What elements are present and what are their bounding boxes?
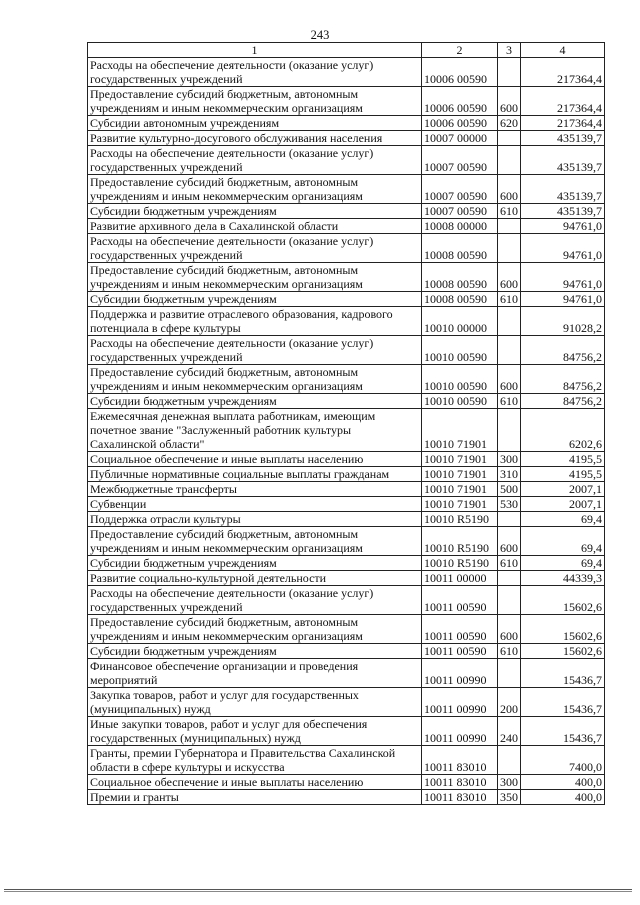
row-amount: 15436,7 (521, 659, 605, 688)
row-name: Расходы на обеспечение деятельности (оказание услуг) государственных учреждений (88, 146, 422, 175)
row-expense-type: 350 (498, 790, 521, 805)
row-code: 10010 00590 (422, 365, 498, 394)
row-name: Развитие социально-культурной деятельности (88, 571, 422, 586)
row-expense-type (498, 746, 521, 775)
row-code: 10011 83010 (422, 746, 498, 775)
table-row (88, 571, 605, 586)
row-amount: 15602,6 (521, 644, 605, 659)
row-code: 10011 00590 (422, 644, 498, 659)
row-name: Поддержка и развитие отраслевого образования, кадрового потенциала в сфере культуры (88, 307, 422, 336)
row-expense-type (498, 571, 521, 586)
table-row (88, 365, 605, 394)
table-row (88, 131, 605, 146)
row-code: 10011 00590 (422, 615, 498, 644)
table-row (88, 790, 605, 805)
row-name: Расходы на обеспечение деятельности (оказание услуг) государственных учреждений (88, 58, 422, 87)
row-name: Иные закупки товаров, работ и услуг для обеспечения государственных (муниципальных) нужд (88, 717, 422, 746)
row-code: 10007 00590 (422, 204, 498, 219)
row-name: Развитие архивного дела в Сахалинской области (88, 219, 422, 234)
row-expense-type (498, 146, 521, 175)
table-row (88, 644, 605, 659)
row-expense-type: 610 (498, 204, 521, 219)
header-col-2: 2 (422, 43, 498, 58)
row-name: Ежемесячная денежная выплата работникам, имеющим почетное звание "Заслуженный работник культуры Сахалинской области" (88, 409, 422, 452)
row-amount: 69,4 (521, 527, 605, 556)
row-code: 10010 R5190 (422, 512, 498, 527)
row-name: Публичные нормативные социальные выплаты гражданам (88, 467, 422, 482)
bottom-divider (4, 889, 632, 892)
row-code: 10011 00990 (422, 688, 498, 717)
row-amount: 94761,0 (521, 263, 605, 292)
table-row (88, 116, 605, 131)
row-expense-type (498, 131, 521, 146)
row-code: 10010 00590 (422, 336, 498, 365)
row-name: Субсидии автономным учреждениям (88, 116, 422, 131)
row-code: 10010 71901 (422, 482, 498, 497)
row-amount: 400,0 (521, 775, 605, 790)
row-amount: 94761,0 (521, 292, 605, 307)
row-amount: 69,4 (521, 512, 605, 527)
row-expense-type (498, 307, 521, 336)
row-name: Финансовое обеспечение организации и проведения мероприятий (88, 659, 422, 688)
row-code: 10011 00990 (422, 659, 498, 688)
table-row (88, 688, 605, 717)
row-expense-type: 600 (498, 263, 521, 292)
table-row (88, 204, 605, 219)
row-amount: 94761,0 (521, 219, 605, 234)
table-row (88, 482, 605, 497)
row-name: Поддержка отрасли культуры (88, 512, 422, 527)
row-amount: 6202,6 (521, 409, 605, 452)
row-name: Предоставление субсидий бюджетным, автономным учреждениям и иным некоммерческим организациям (88, 365, 422, 394)
row-code: 10008 00590 (422, 234, 498, 263)
row-name: Предоставление субсидий бюджетным, автономным учреждениям и иным некоммерческим организациям (88, 615, 422, 644)
row-code: 10010 71901 (422, 467, 498, 482)
table-row (88, 146, 605, 175)
table-row (88, 512, 605, 527)
row-name: Субсидии бюджетным учреждениям (88, 556, 422, 571)
row-amount: 4195,5 (521, 467, 605, 482)
row-amount: 435139,7 (521, 131, 605, 146)
table-row (88, 497, 605, 512)
row-expense-type: 500 (498, 482, 521, 497)
row-amount: 435139,7 (521, 175, 605, 204)
table-row (88, 615, 605, 644)
table-row (88, 586, 605, 615)
table-header-row (88, 43, 605, 58)
header-col-4: 4 (521, 43, 605, 58)
row-code: 10007 00590 (422, 175, 498, 204)
row-amount: 69,4 (521, 556, 605, 571)
row-name: Субсидии бюджетным учреждениям (88, 292, 422, 307)
row-code: 10011 00590 (422, 586, 498, 615)
row-expense-type: 610 (498, 644, 521, 659)
row-code: 10008 00590 (422, 263, 498, 292)
row-expense-type: 300 (498, 452, 521, 467)
row-expense-type (498, 659, 521, 688)
row-code: 10011 83010 (422, 790, 498, 805)
row-code: 10007 00590 (422, 146, 498, 175)
row-name: Расходы на обеспечение деятельности (оказание услуг) государственных учреждений (88, 234, 422, 263)
row-name: Расходы на обеспечение деятельности (оказание услуг) государственных учреждений (88, 336, 422, 365)
table-body (88, 58, 605, 805)
table-row (88, 467, 605, 482)
row-expense-type: 610 (498, 394, 521, 409)
row-name: Предоставление субсидий бюджетным, автономным учреждениям и иным некоммерческим организациям (88, 87, 422, 116)
row-name: Субсидии бюджетным учреждениям (88, 644, 422, 659)
row-expense-type: 600 (498, 527, 521, 556)
row-name: Социальное обеспечение и иные выплаты населению (88, 775, 422, 790)
row-expense-type: 600 (498, 615, 521, 644)
row-expense-type (498, 58, 521, 87)
row-amount: 44339,3 (521, 571, 605, 586)
row-name: Закупка товаров, работ и услуг для государственных (муниципальных) нужд (88, 688, 422, 717)
table-row (88, 775, 605, 790)
row-code: 10006 00590 (422, 87, 498, 116)
table-row (88, 307, 605, 336)
row-expense-type: 600 (498, 365, 521, 394)
table-row (88, 746, 605, 775)
table-row (88, 409, 605, 452)
row-code: 10010 00000 (422, 307, 498, 336)
row-amount: 91028,2 (521, 307, 605, 336)
table-row (88, 219, 605, 234)
row-code: 10007 00000 (422, 131, 498, 146)
row-amount: 4195,5 (521, 452, 605, 467)
row-code: 10010 71901 (422, 452, 498, 467)
table-row (88, 556, 605, 571)
row-amount: 217364,4 (521, 58, 605, 87)
row-code: 10010 71901 (422, 497, 498, 512)
table-row (88, 234, 605, 263)
row-code: 10008 00590 (422, 292, 498, 307)
row-amount: 84756,2 (521, 336, 605, 365)
row-name: Гранты, премии Губернатора и Правительства Сахалинской области в сфере культуры и искусства (88, 746, 422, 775)
row-expense-type: 300 (498, 775, 521, 790)
row-amount: 15602,6 (521, 615, 605, 644)
row-name: Расходы на обеспечение деятельности (оказание услуг) государственных учреждений (88, 586, 422, 615)
row-code: 10011 83010 (422, 775, 498, 790)
row-amount: 435139,7 (521, 146, 605, 175)
row-code: 10011 00000 (422, 571, 498, 586)
row-name: Премии и гранты (88, 790, 422, 805)
row-code: 10010 R5190 (422, 527, 498, 556)
row-code: 10010 R5190 (422, 556, 498, 571)
row-name: Развитие культурно-досугового обслуживания населения (88, 131, 422, 146)
row-expense-type (498, 336, 521, 365)
row-expense-type: 200 (498, 688, 521, 717)
table-row (88, 263, 605, 292)
row-expense-type: 530 (498, 497, 521, 512)
row-expense-type (498, 586, 521, 615)
row-amount: 2007,1 (521, 482, 605, 497)
row-expense-type: 600 (498, 87, 521, 116)
table-row (88, 527, 605, 556)
row-name: Субвенции (88, 497, 422, 512)
row-amount: 15436,7 (521, 688, 605, 717)
row-expense-type: 240 (498, 717, 521, 746)
row-amount: 435139,7 (521, 204, 605, 219)
table-row (88, 717, 605, 746)
page-number: 243 (310, 28, 330, 42)
row-code: 10010 00590 (422, 394, 498, 409)
row-expense-type: 610 (498, 292, 521, 307)
row-amount: 84756,2 (521, 394, 605, 409)
row-amount: 217364,4 (521, 116, 605, 131)
table-row (88, 336, 605, 365)
row-amount: 84756,2 (521, 365, 605, 394)
row-name: Межбюджетные трансферты (88, 482, 422, 497)
table-row (88, 87, 605, 116)
budget-table (87, 42, 605, 805)
row-name: Субсидии бюджетным учреждениям (88, 204, 422, 219)
row-expense-type (498, 219, 521, 234)
row-amount: 2007,1 (521, 497, 605, 512)
row-expense-type (498, 512, 521, 527)
row-name: Предоставление субсидий бюджетным, автономным учреждениям и иным некоммерческим организациям (88, 527, 422, 556)
table-row (88, 452, 605, 467)
row-amount: 94761,0 (521, 234, 605, 263)
row-amount: 15436,7 (521, 717, 605, 746)
header-col-3: 3 (498, 43, 521, 58)
row-amount: 217364,4 (521, 87, 605, 116)
table-row (88, 659, 605, 688)
row-code: 10010 71901 (422, 409, 498, 452)
table-row (88, 58, 605, 87)
row-expense-type: 600 (498, 175, 521, 204)
row-amount: 7400,0 (521, 746, 605, 775)
row-code: 10008 00000 (422, 219, 498, 234)
row-name: Предоставление субсидий бюджетным, автономным учреждениям и иным некоммерческим организациям (88, 263, 422, 292)
row-code: 10006 00590 (422, 58, 498, 87)
table-row (88, 292, 605, 307)
row-expense-type: 310 (498, 467, 521, 482)
table-row (88, 175, 605, 204)
row-amount: 15602,6 (521, 586, 605, 615)
row-code: 10006 00590 (422, 116, 498, 131)
row-expense-type (498, 409, 521, 452)
row-code: 10011 00990 (422, 717, 498, 746)
row-expense-type: 620 (498, 116, 521, 131)
row-expense-type (498, 234, 521, 263)
row-name: Предоставление субсидий бюджетным, автономным учреждениям и иным некоммерческим организациям (88, 175, 422, 204)
row-expense-type: 610 (498, 556, 521, 571)
table-row (88, 394, 605, 409)
header-col-1: 1 (88, 43, 422, 58)
row-name: Социальное обеспечение и иные выплаты населению (88, 452, 422, 467)
row-amount: 400,0 (521, 790, 605, 805)
row-name: Субсидии бюджетным учреждениям (88, 394, 422, 409)
